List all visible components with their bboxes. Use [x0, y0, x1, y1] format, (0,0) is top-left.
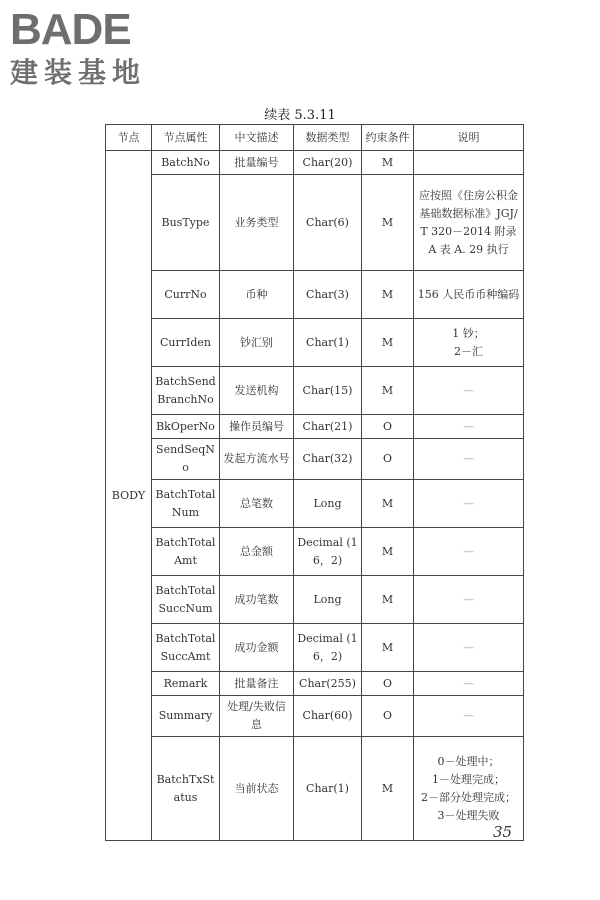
type-cell: Long [294, 576, 362, 624]
spec-table [105, 124, 524, 841]
attr-cell: BatchNo [152, 151, 220, 175]
type-cell: Long [294, 480, 362, 528]
constraint-cell: M [362, 480, 414, 528]
cn-cell: 发送机构 [220, 367, 294, 415]
attr-cell: BatchTotalAmt [152, 528, 220, 576]
type-cell: Char(60) [294, 696, 362, 737]
header-node: 节点 [106, 125, 152, 151]
type-cell: Char(21) [294, 415, 362, 439]
attr-cell: BkOperNo [152, 415, 220, 439]
table-row [106, 696, 524, 737]
desc-cell: — [414, 439, 524, 480]
constraint-cell: O [362, 696, 414, 737]
table-row [106, 175, 524, 271]
cn-cell: 批量备注 [220, 672, 294, 696]
constraint-cell: M [362, 151, 414, 175]
type-cell: Decimal (16，2) [294, 528, 362, 576]
constraint-cell: M [362, 737, 414, 841]
logo-subtitle: 建装基地 [10, 56, 147, 89]
logo-brand: BADE [10, 5, 131, 54]
constraint-cell: M [362, 319, 414, 367]
table-row [106, 271, 524, 319]
constraint-cell: M [362, 624, 414, 672]
cn-cell: 批量编号 [220, 151, 294, 175]
attr-cell: BatchTotalNum [152, 480, 220, 528]
cn-cell: 业务类型 [220, 175, 294, 271]
desc-cell: — [414, 480, 524, 528]
cn-cell: 发起方流水号 [220, 439, 294, 480]
type-cell: Char(32) [294, 439, 362, 480]
cn-cell: 处理/失败信息 [220, 696, 294, 737]
attr-cell: BatchTotalSuccNum [152, 576, 220, 624]
table-row [106, 737, 524, 841]
attr-cell: CurrIden [152, 319, 220, 367]
cn-cell: 成功笔数 [220, 576, 294, 624]
desc-cell: — [414, 528, 524, 576]
desc-cell: 应按照《住房公积金基础数据标准》JGJ/T 320－2014 附录 A 表 A. 29 执行 [414, 175, 524, 271]
cn-cell: 钞汇别 [220, 319, 294, 367]
type-cell: Decimal (16，2) [294, 624, 362, 672]
table-row [106, 415, 524, 439]
table-row [106, 528, 524, 576]
table-caption: 续表 5.3.11 [264, 108, 336, 123]
attr-cell: Remark [152, 672, 220, 696]
table-row [106, 624, 524, 672]
table-row [106, 672, 524, 696]
cn-cell: 当前状态 [220, 737, 294, 841]
cn-cell: 总金额 [220, 528, 294, 576]
logo [10, 6, 180, 90]
node-cell: BODY [106, 151, 152, 841]
header-cn: 中文描述 [220, 125, 294, 151]
attr-cell: BatchTotalSuccAmt [152, 624, 220, 672]
constraint-cell: O [362, 415, 414, 439]
desc-cell: — [414, 576, 524, 624]
desc-cell: — [414, 367, 524, 415]
cn-cell: 币种 [220, 271, 294, 319]
header-desc: 说明 [414, 125, 524, 151]
attr-cell: BatchSendBranchNo [152, 367, 220, 415]
attr-cell: SendSeqNo [152, 439, 220, 480]
table-body [106, 151, 524, 841]
desc-cell: — [414, 415, 524, 439]
cn-cell: 操作员编号 [220, 415, 294, 439]
type-cell: Char(20) [294, 151, 362, 175]
constraint-cell: M [362, 175, 414, 271]
table-header-row [106, 125, 524, 151]
type-cell: Char(3) [294, 271, 362, 319]
table-row [106, 367, 524, 415]
header-attr: 节点属性 [152, 125, 220, 151]
constraint-cell: M [362, 271, 414, 319]
attr-cell: CurrNo [152, 271, 220, 319]
type-cell: Char(1) [294, 737, 362, 841]
desc-cell [414, 151, 524, 175]
attr-cell: Summary [152, 696, 220, 737]
header-type: 数据类型 [294, 125, 362, 151]
constraint-cell: O [362, 672, 414, 696]
table-row [106, 576, 524, 624]
desc-cell: 0－处理中； 1－处理完成； 2－部分处理完成； 3－处理失败 [414, 737, 524, 841]
desc-cell: — [414, 696, 524, 737]
constraint-cell: M [362, 367, 414, 415]
cn-cell: 成功金额 [220, 624, 294, 672]
type-cell: Char(15) [294, 367, 362, 415]
cn-cell: 总笔数 [220, 480, 294, 528]
constraint-cell: M [362, 528, 414, 576]
constraint-cell: O [362, 439, 414, 480]
type-cell: Char(6) [294, 175, 362, 271]
type-cell: Char(255) [294, 672, 362, 696]
table-row [106, 439, 524, 480]
table-row [106, 480, 524, 528]
header-constraint: 约束条件 [362, 125, 414, 151]
desc-cell: — [414, 624, 524, 672]
desc-cell: 156 人民币币种编码 [414, 271, 524, 319]
desc-cell: 1 钞； 2－汇 [414, 319, 524, 367]
desc-cell: — [414, 672, 524, 696]
table-row [106, 151, 524, 175]
attr-cell: BatchTxStatus [152, 737, 220, 841]
constraint-cell: M [362, 576, 414, 624]
page-number: 35 [493, 823, 513, 841]
table-row [106, 319, 524, 367]
attr-cell: BusType [152, 175, 220, 271]
type-cell: Char(1) [294, 319, 362, 367]
